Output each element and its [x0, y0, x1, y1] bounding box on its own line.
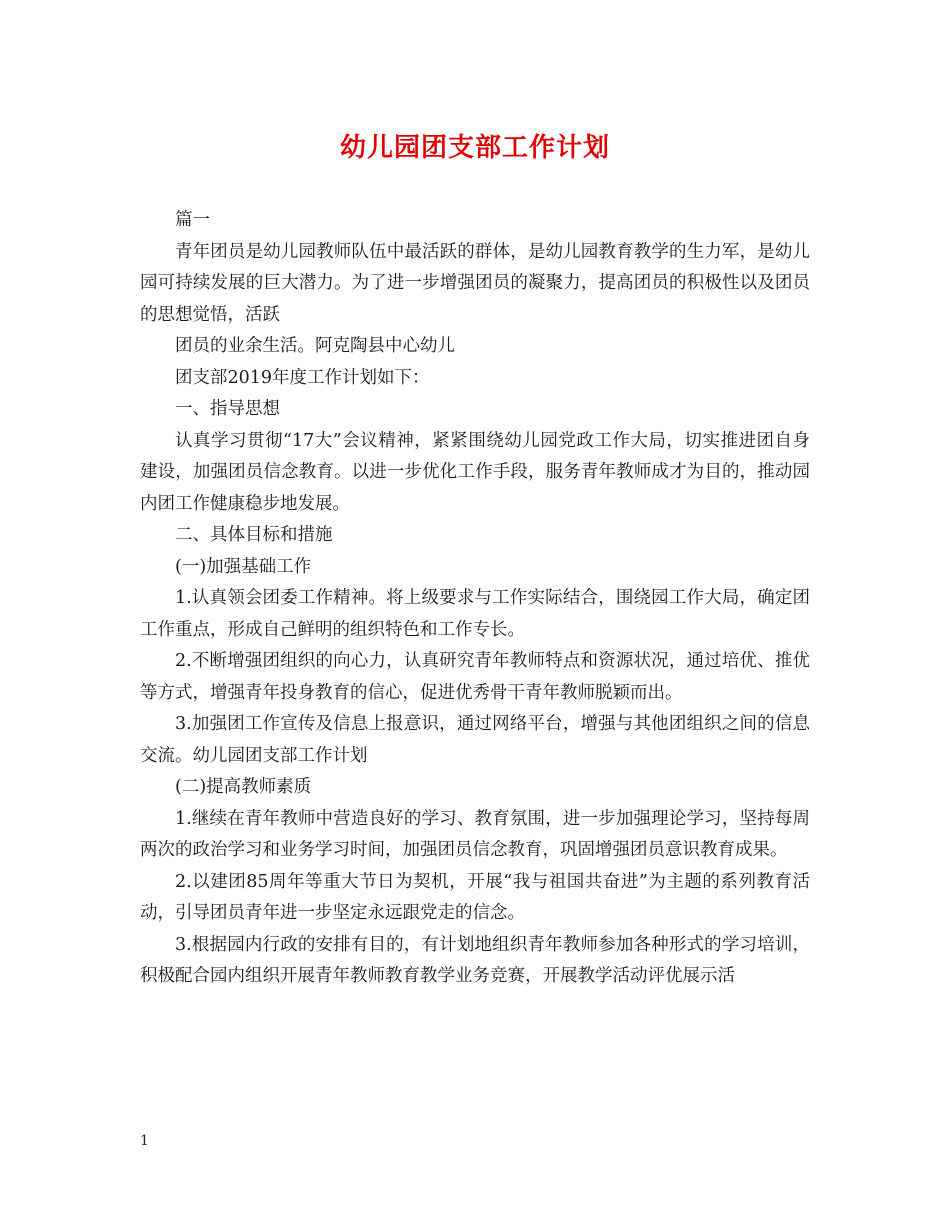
document-title: 幼儿园团支部工作计划 — [339, 133, 610, 163]
list-item: 1.继续在青年教师中营造良好的学习、教育氛围，进一步加强理论学习，坚持每周两次的政治学习和业务学习时间，加强团员信念教育，巩固增强团员意识教育成果。 — [140, 808, 810, 860]
list-item: 3.根据园内行政的安排有目的，有计划地组织青年教师参加各种形式的学习培训，积极配合园内组织开展青年教师教育教学业务竞赛，开展教学活动评优展示活 — [140, 934, 810, 986]
subheading-basic-work: (一)加强基础工作 — [175, 556, 312, 577]
document-body — [140, 205, 810, 993]
list-item: 1.认真领会团委工作精神。将上级要求与工作实际结合，围绕园工作大局，确定团工作重点，形成自己鲜明的组织特色和工作专长。 — [140, 588, 810, 640]
paragraph-intro-cont: 团员的业余生活。阿克陶县中心幼儿 — [175, 336, 455, 356]
paragraph-guiding-thought: 认真学习贯彻“17大”会议精神，紧紧围绕幼儿园党政工作大局，切实推进团自身建设，加强团员信念教育。以进一步优化工作手段，服务青年教师成才为目的，推动园内团工作健康稳步地发展。 — [140, 430, 810, 514]
page-number: 1 — [140, 1133, 149, 1149]
paragraph-plan-heading: 团支部2019年度工作计划如下： — [175, 367, 430, 388]
paragraph-intro: 青年团员是幼儿园教师队伍中最活跃的群体，是幼儿园教育教学的生力军，是幼儿园可持续发展的巨大潜力。为了进一步增强团员的凝聚力，提高团员的积极性以及团员的思想觉悟，活跃 — [140, 241, 810, 325]
list-item: 2.以建团85周年等重大节日为契机，开展“我与祖国共奋进”为主题的系列教育活动，引导团员青年进一步坚定永远跟党走的信念。 — [140, 871, 810, 923]
paragraph-section-label: 篇一 — [175, 210, 210, 230]
heading-goals-measures: 二、具体目标和措施 — [175, 525, 333, 545]
list-item: 3.加强团工作宣传及信息上报意识，通过网络平台，增强与其他团组织之间的信息交流。幼儿园团支部工作计划 — [140, 714, 810, 766]
list-item: 2.不断增强团组织的向心力，认真研究青年教师特点和资源状况，通过培优、推优等方式，增强青年投身教育的信心，促进优秀骨干青年教师脱颖而出。 — [140, 651, 810, 703]
heading-guiding-thought: 一、指导思想 — [175, 399, 280, 419]
subheading-teacher-quality: (二)提高教师素质 — [175, 777, 312, 797]
